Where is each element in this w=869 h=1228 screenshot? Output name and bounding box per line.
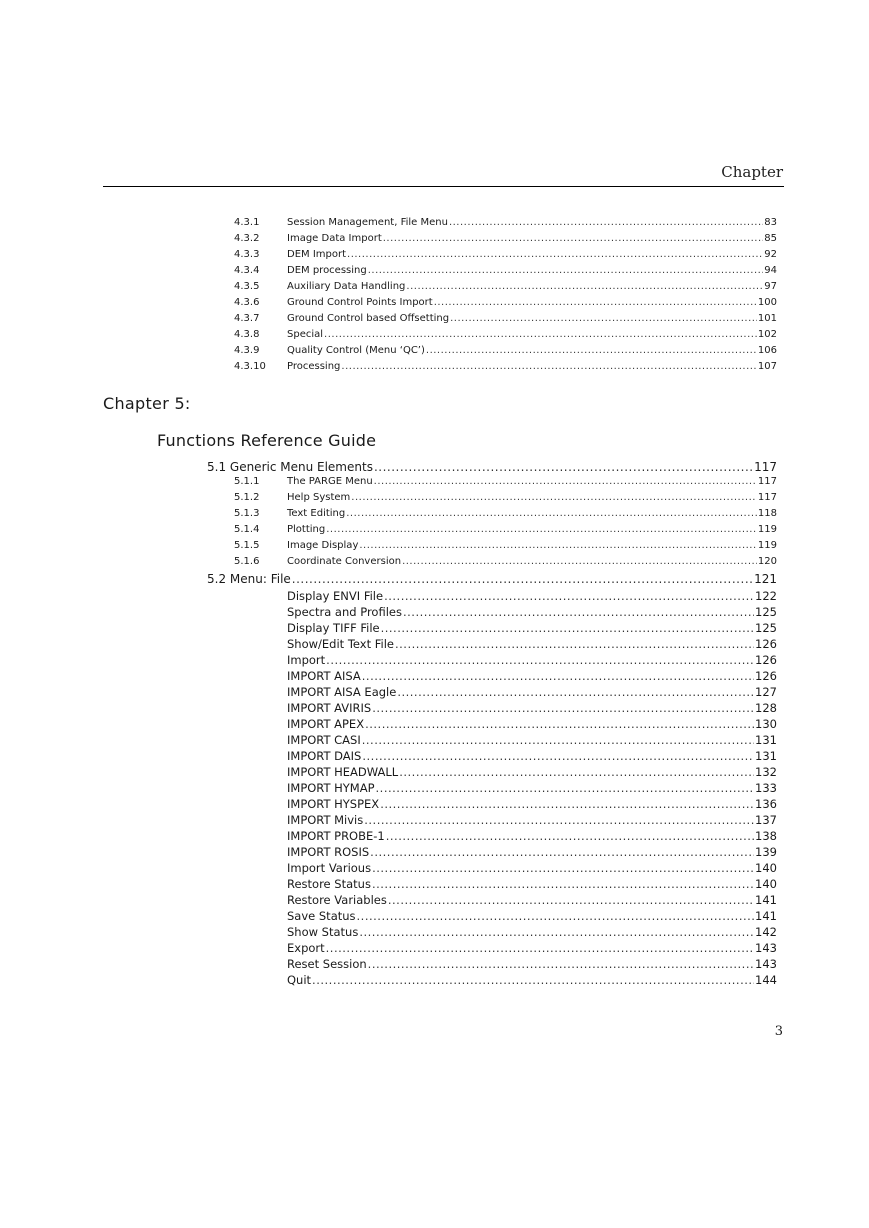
header-rule [103,186,784,187]
toc-entry-title: Help System [287,492,351,503]
toc-leader-dots [365,717,754,731]
toc-entry [207,572,777,588]
toc-entry-page: 128 [755,701,777,715]
toc-entry-title: Quality Control (Menu ‘QC’) [287,345,425,356]
toc-entry-title: IMPORT APEX [287,717,365,731]
section-heading: Functions Reference Guide [157,431,377,450]
toc-entry-page: 132 [755,765,777,779]
toc-leader-dots [312,973,754,987]
toc-entry-title: IMPORT CASI [287,733,361,747]
toc-entry-page: 126 [755,653,777,667]
toc-entry-title: Ground Control Points Import [287,297,433,308]
toc-entry [287,637,777,653]
toc-leader-dots [372,861,754,875]
toc-entry-page: 118 [757,508,777,519]
toc-entry-number: 4.3.2 [234,233,260,244]
toc-leader-dots [381,621,754,635]
toc-entry-page: 126 [755,637,777,651]
toc-entry-title: Auxiliary Data Handling [287,281,406,292]
toc-entry-title: IMPORT DAIS [287,749,362,763]
toc-entry-title: Save Status [287,909,356,923]
toc-entry-title: Image Data Import [287,233,382,244]
toc-entry-page: 127 [755,685,777,699]
toc-entry-title: Spectra and Profiles [287,605,402,619]
toc-entry-page: 101 [757,313,777,324]
toc-entry [234,492,777,508]
toc-entry [287,973,777,989]
toc-leader-dots [372,701,754,715]
toc-entry-title: The PARGE Menu [287,476,373,487]
toc-entry [287,653,777,669]
toc-leader-dots [374,460,753,474]
toc-entry [234,313,777,329]
toc-entry-page: 122 [755,589,777,603]
toc-entry-number: 4.3.6 [234,297,260,308]
toc-leader-dots [359,925,754,939]
toc-entry-number: 5.1.3 [234,508,260,519]
toc-leader-dots [380,797,754,811]
toc-entry-page: 121 [754,572,777,586]
toc-entry [287,925,777,941]
toc-entry-title: IMPORT ROSIS [287,845,370,859]
toc-entry [234,249,777,265]
toc-leader-dots [450,313,757,324]
toc-entry-number: 5.1.2 [234,492,260,503]
toc-entry-title: Display TIFF File [287,621,380,635]
toc-entry-page: 144 [755,973,777,987]
toc-entry-page: 137 [755,813,777,827]
toc-entry-title: IMPORT Mivis [287,813,364,827]
toc-entry-page: 125 [755,605,777,619]
toc-entry [287,829,777,845]
toc-entry-page: 107 [757,361,777,372]
toc-leader-dots [406,281,763,292]
toc-entry [234,540,777,556]
toc-entry-title: Show Status [287,925,359,939]
toc-entry-page: 138 [755,829,777,843]
toc-leader-dots [383,233,764,244]
toc-entry [234,524,777,540]
toc-entry-title: IMPORT PROBE-1 [287,829,385,843]
toc-entry-title: IMPORT HYSPEX [287,797,380,811]
toc-leader-dots [326,941,754,955]
toc-entry-title: Export [287,941,325,955]
toc-entry-page: 133 [755,781,777,795]
toc-entry [287,765,777,781]
toc-leader-dots [357,909,755,923]
toc-entry-page: 117 [754,460,777,474]
toc-entry-title: Reset Session [287,957,367,971]
toc-entry [287,877,777,893]
toc-entry-title: Restore Status [287,877,371,891]
toc-entry [287,669,777,685]
toc-leader-dots [368,265,764,276]
toc-entry [234,297,777,313]
toc-entry-page: 83 [764,217,777,228]
toc-entry-page: 141 [755,893,777,907]
toc-entry-number: 4.3.7 [234,313,260,324]
toc-entry-title: Image Display [287,540,359,551]
toc-entry [287,605,777,621]
toc-leader-dots [399,765,754,779]
toc-entry-title: IMPORT AISA [287,669,361,683]
chapter-heading: Chapter 5: [103,394,191,413]
toc-leader-dots [397,685,754,699]
toc-leader-dots [362,733,754,747]
toc-entry-title: Plotting [287,524,326,535]
toc-entry-page: 117 [757,476,777,487]
toc-entry-page: 125 [755,621,777,635]
toc-leader-dots [402,556,757,567]
toc-leader-dots [292,572,753,586]
toc-entry [287,749,777,765]
toc-entry-page: 120 [757,556,777,567]
toc-leader-dots [384,589,754,603]
toc-entry [234,345,777,361]
toc-leader-dots [324,329,757,340]
toc-entry [287,589,777,605]
toc-entry [287,893,777,909]
toc-leader-dots [346,508,757,519]
toc-entry [287,909,777,925]
toc-entry-page: 131 [755,733,777,747]
toc-entry-number: 5.1.6 [234,556,260,567]
toc-leader-dots [341,361,757,372]
toc-entry-page: 136 [755,797,777,811]
toc-entry [287,621,777,637]
toc-entry-page: 102 [757,329,777,340]
toc-entry-number: 4.3.9 [234,345,260,356]
toc-entry [287,781,777,797]
toc-leader-dots [362,749,754,763]
toc-leader-dots [386,829,754,843]
toc-leader-dots [370,845,754,859]
toc-entry-page: 100 [757,297,777,308]
toc-entry-number: 4.3.3 [234,249,260,260]
toc-entry [287,957,777,973]
toc-entry-title: Import [287,653,326,667]
toc-entry [234,556,777,572]
toc-entry-page: 97 [764,281,777,292]
toc-leader-dots [426,345,757,356]
toc-entry-title: Restore Variables [287,893,387,907]
toc-entry-page: 85 [764,233,777,244]
toc-entry [234,217,777,233]
toc-entry-page: 117 [757,492,777,503]
toc-entry [287,797,777,813]
toc-entry-title: Session Management, File Menu [287,217,448,228]
toc-entry [287,941,777,957]
toc-leader-dots [434,297,757,308]
toc-leader-dots [326,524,757,535]
toc-entry-page: 94 [764,265,777,276]
toc-entry-number: 5.1.1 [234,476,260,487]
toc-leader-dots [376,781,755,795]
toc-entry [287,701,777,717]
toc-entry-title: Processing [287,361,341,372]
toc-entry [234,476,777,492]
toc-entry-number: 4.3.4 [234,265,260,276]
toc-entry-page: 139 [755,845,777,859]
toc-leader-dots [372,877,754,891]
toc-entry-page: 141 [755,909,777,923]
toc-entry-page: 140 [755,877,777,891]
toc-entry [234,508,777,524]
toc-leader-dots [368,957,754,971]
toc-leader-dots [449,217,763,228]
toc-entry-page: 119 [757,524,777,535]
toc-entry-title: IMPORT HYMAP [287,781,375,795]
toc-entry-page: 92 [764,249,777,260]
toc-entry-page: 106 [757,345,777,356]
toc-entry-title: 5.2 Menu: File [207,572,291,586]
toc-entry [234,329,777,345]
page-number: 3 [774,1024,783,1039]
toc-entry-title: Display ENVI File [287,589,384,603]
toc-entry [287,685,777,701]
toc-entry [234,361,777,377]
toc-entry-title: Quit [287,973,312,987]
toc-entry-page: 126 [755,669,777,683]
toc-entry [287,845,777,861]
toc-entry-number: 4.3.8 [234,329,260,340]
toc-entry [287,717,777,733]
toc-leader-dots [403,605,754,619]
toc-leader-dots [326,653,754,667]
toc-entry-number: 4.3.10 [234,361,266,372]
toc-entry-page: 140 [755,861,777,875]
toc-leader-dots [395,637,754,651]
toc-leader-dots [362,669,754,683]
toc-entry-page: 130 [755,717,777,731]
toc-entry-page: 143 [755,941,777,955]
toc-entry-title: IMPORT AISA Eagle [287,685,397,699]
toc-entry [234,233,777,249]
toc-entry-title: Ground Control based Offsetting [287,313,450,324]
toc-entry [207,460,777,476]
toc-entry-title: Text Editing [287,508,346,519]
toc-leader-dots [388,893,754,907]
toc-entry-title: Coordinate Conversion [287,556,402,567]
toc-entry-number: 4.3.5 [234,281,260,292]
toc-entry-title: Special [287,329,324,340]
toc-entry-title: Import Various [287,861,372,875]
toc-leader-dots [347,249,763,260]
toc-entry [287,813,777,829]
toc-entry [287,861,777,877]
toc-entry-number: 4.3.1 [234,217,260,228]
toc-entry-page: 142 [755,925,777,939]
toc-entry-title: 5.1 Generic Menu Elements [207,460,373,474]
toc-entry-title: DEM Import [287,249,347,260]
toc-entry [287,733,777,749]
toc-entry-number: 5.1.5 [234,540,260,551]
running-head: Chapter [721,163,783,181]
toc-entry-page: 143 [755,957,777,971]
toc-leader-dots [364,813,754,827]
toc-entry-page: 119 [757,540,777,551]
toc-entry-number: 5.1.4 [234,524,260,535]
toc-entry-page: 131 [755,749,777,763]
toc-entry-title: Show/Edit Text File [287,637,394,651]
toc-leader-dots [359,540,757,551]
toc-entry [234,265,777,281]
toc-entry-title: DEM processing [287,265,367,276]
toc-entry [234,281,777,297]
toc-entry-title: IMPORT AVIRIS [287,701,372,715]
toc-leader-dots [351,492,757,503]
toc-entry-title: IMPORT HEADWALL [287,765,399,779]
toc-leader-dots [374,476,757,487]
